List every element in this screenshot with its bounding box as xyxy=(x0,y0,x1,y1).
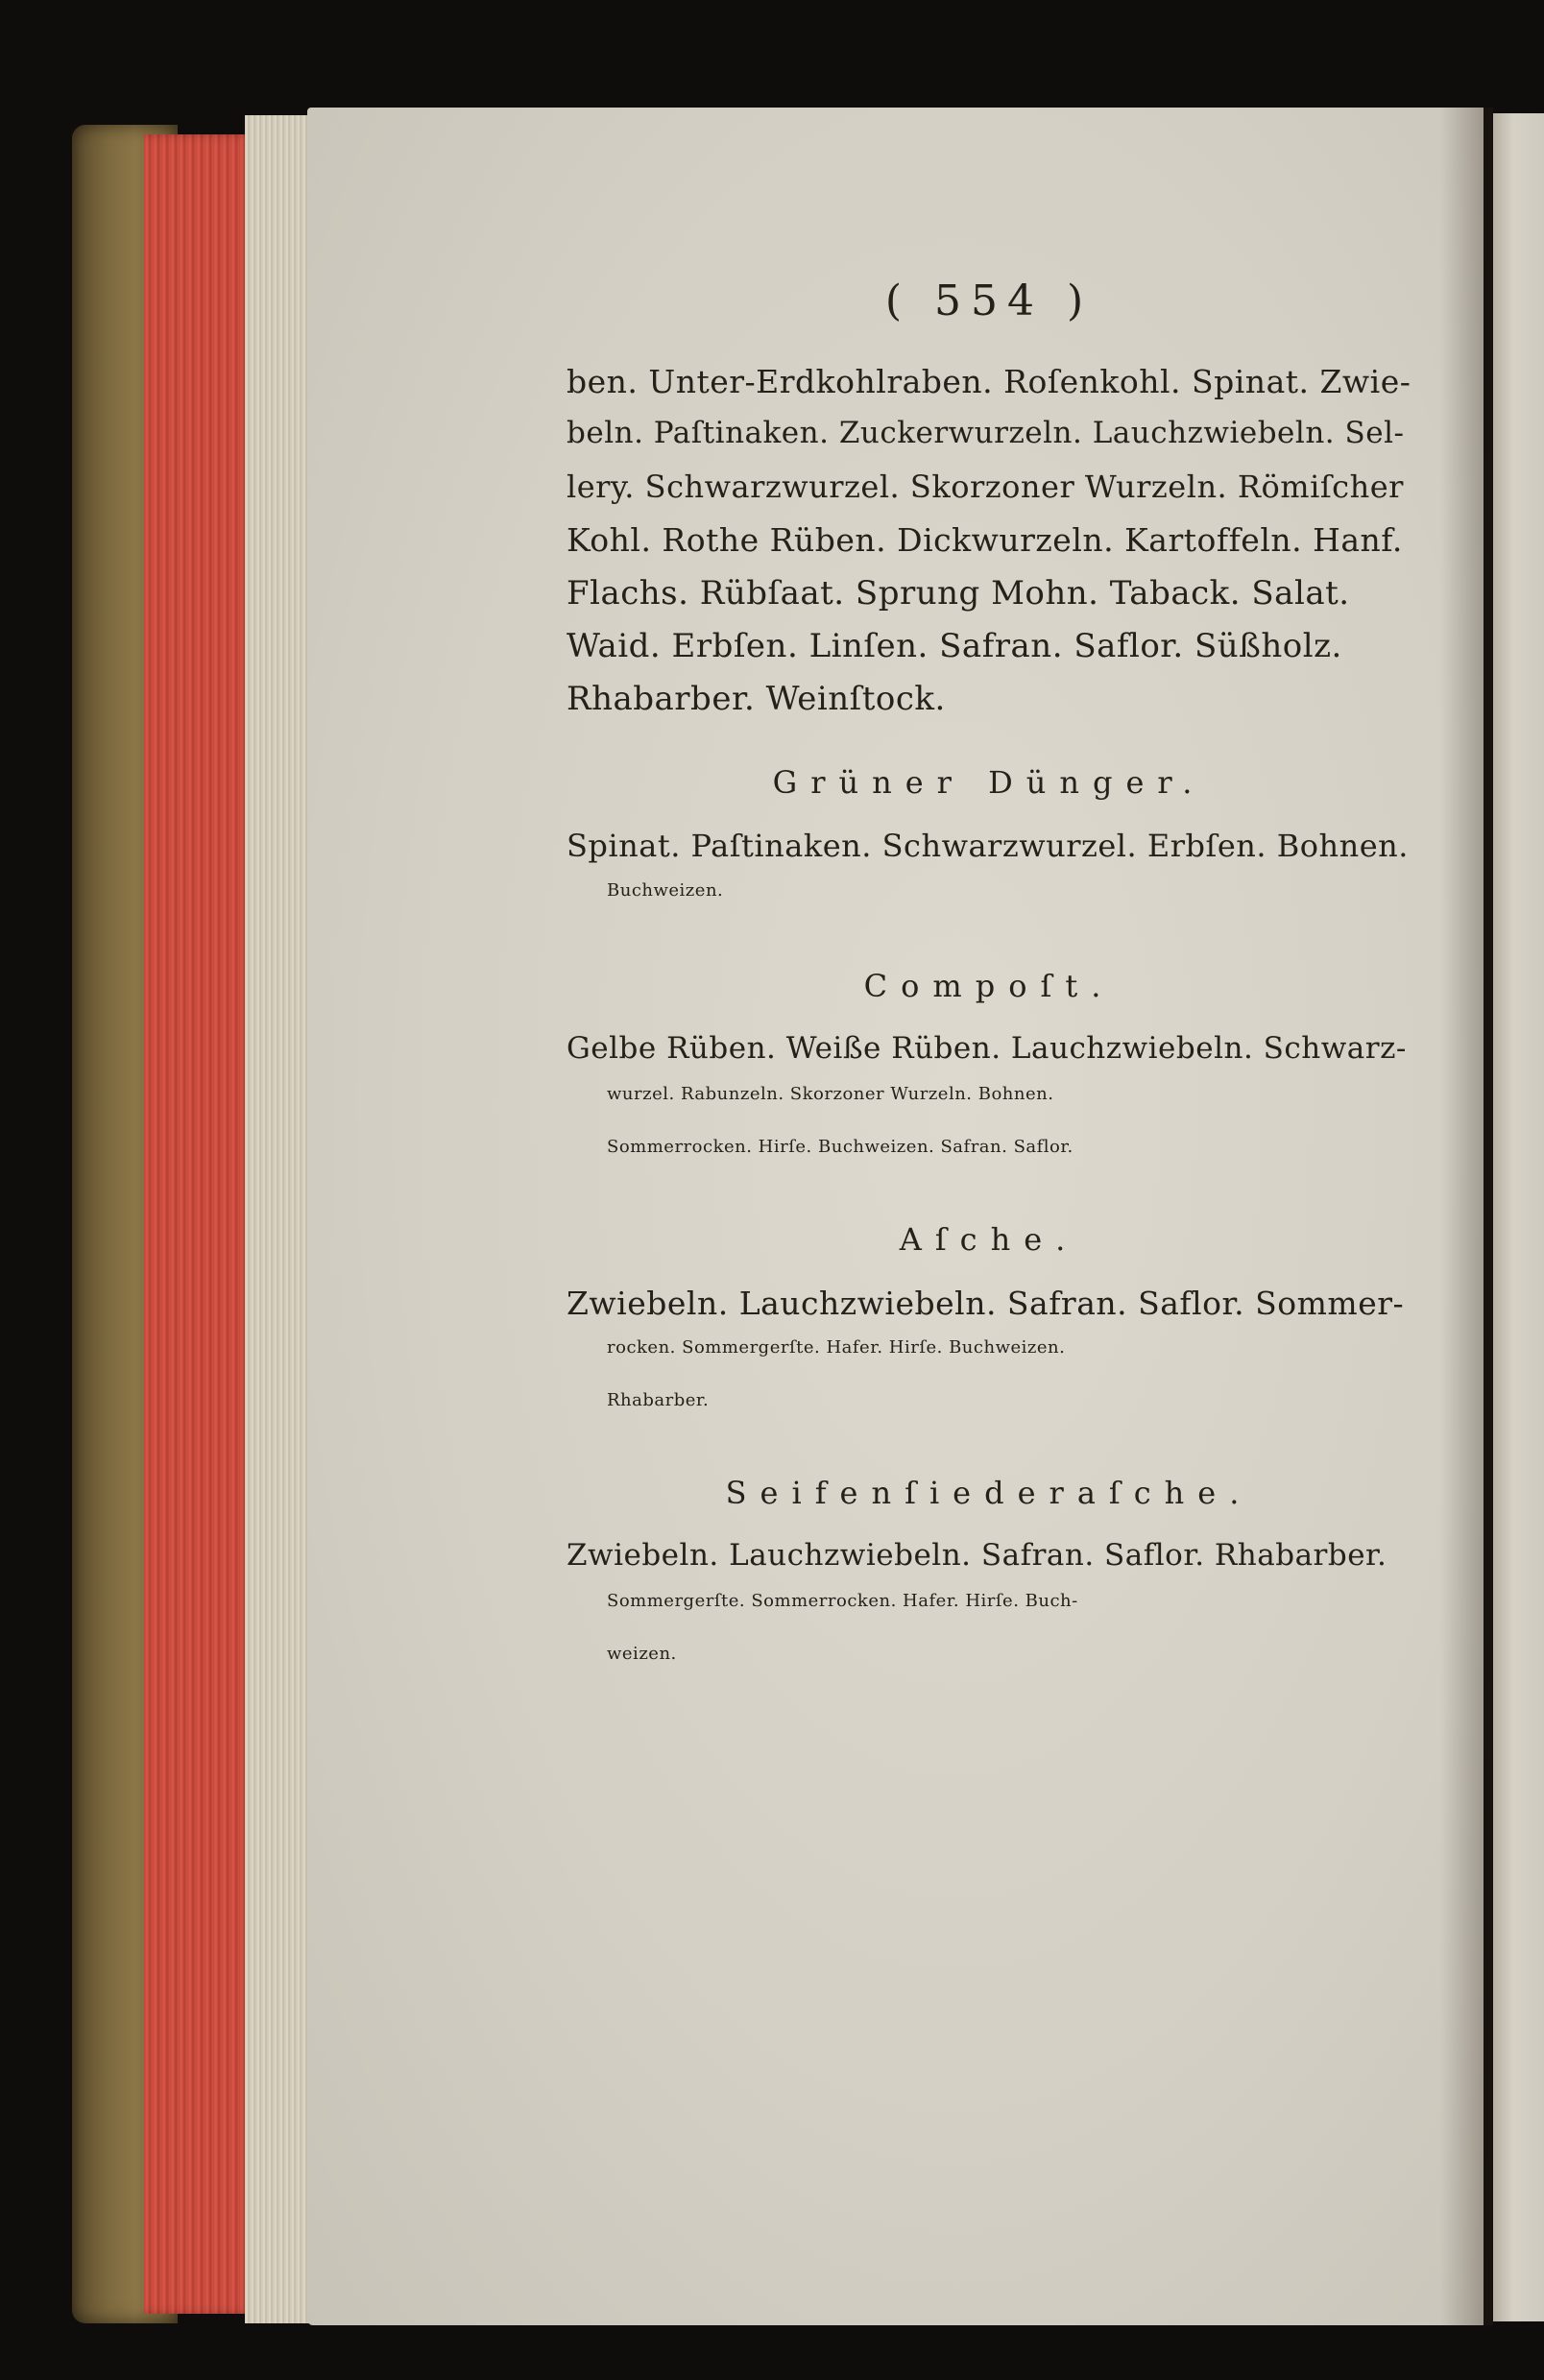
text-line: Gelbe Rüben. Weiße Rüben. Lauchzwiebeln. Schwarz- xyxy=(567,1031,1407,1066)
text-line: Buchweizen. xyxy=(607,880,724,901)
text-line: beln. Paſtinaken. Zuckerwurzeln. Lauchzwiebeln. Sel- xyxy=(567,416,1405,450)
section-heading: Compoſt. xyxy=(863,968,1115,1004)
text-line: Rhabarber. xyxy=(607,1390,710,1410)
text-line: lery. Schwarzwurzel. Skorzoner Wurzeln. Römiſcher xyxy=(567,469,1404,505)
section-heading: Seifenſiederaſche. xyxy=(725,1475,1253,1511)
text-line: wurzel. Rabunzeln. Skorzoner Wurzeln. Bohnen. xyxy=(607,1084,1054,1104)
text-line: Flachs. Rübſaat. Sprung Mohn. Taback. Salat. xyxy=(567,574,1350,613)
text-line: Spinat. Paſtinaken. Schwarzwurzel. Erbſen. Bohnen. xyxy=(567,828,1409,864)
text-line: weizen. xyxy=(607,1644,677,1664)
text-line: rocken. Sommergerſte. Hafer. Hirſe. Buchweizen. xyxy=(607,1337,1066,1358)
section-heading: Aſche. xyxy=(899,1221,1079,1258)
text-line: Sommerrocken. Hirſe. Buchweizen. Safran. Saflor. xyxy=(607,1137,1074,1157)
text-line: Sommergerſte. Sommerrocken. Hafer. Hirſe. Buch- xyxy=(607,1591,1078,1611)
text-line: Zwiebeln. Lauchzwiebeln. Safran. Saflor. Sommer- xyxy=(567,1285,1405,1322)
page-gutter xyxy=(1440,108,1493,2325)
page-number: ( 554 ) xyxy=(884,276,1094,325)
text-line: Zwiebeln. Lauchzwiebeln. Safran. Saflor. Rhabarber. xyxy=(567,1538,1387,1573)
page-stack-edge xyxy=(245,115,317,2323)
text-line: Waid. Erbſen. Linſen. Safran. Saflor. Süßholz. xyxy=(567,627,1342,665)
text-line: ben. Unter-Erdkohlraben. Roſenkohl. Spinat. Zwie- xyxy=(567,363,1411,400)
facing-page-edge xyxy=(1493,113,1544,2321)
text-line: Rhabarber. Weinſtock. xyxy=(567,680,946,718)
text-line: Kohl. Rothe Rüben. Dickwurzeln. Kartoffeln. Hanf. xyxy=(567,521,1403,559)
section-heading: Grüner Dünger. xyxy=(772,764,1206,801)
red-page-edge xyxy=(144,134,254,2314)
